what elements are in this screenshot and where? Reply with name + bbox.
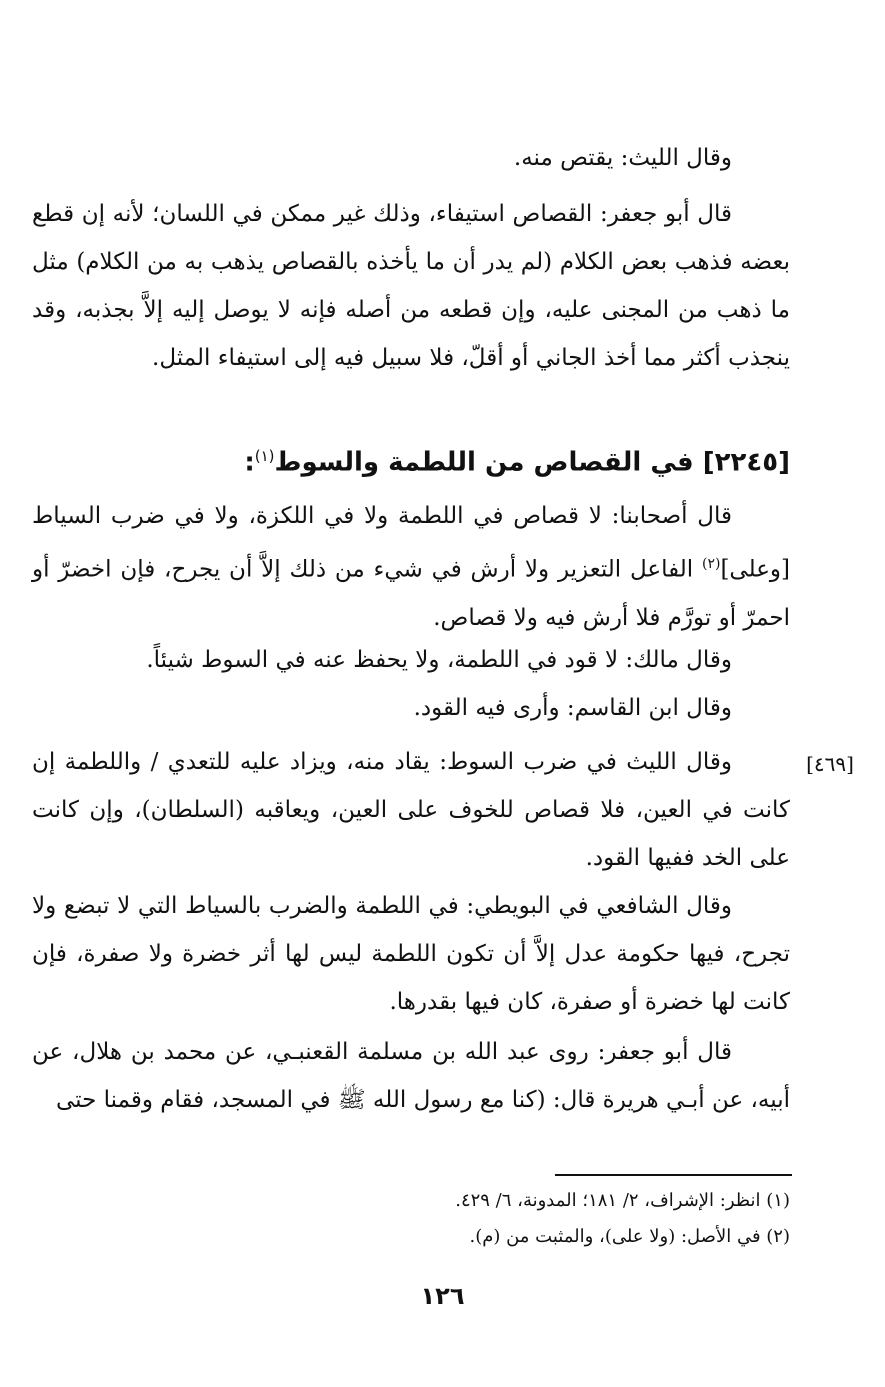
margin-folio-marker: [٤٦٩]: [806, 752, 854, 776]
footnote-2: (٢) في الأصل: (ولا على)، والمثبت من (م).: [469, 1226, 790, 1247]
paragraph-laith-whip: وقال الليث في ضرب السوط: يقاد منه، ويزاد عليه للتعدي / واللطمة إن كانت في العين، فلا قصاص للخوف على العين، ويعاقبه (السلطان)، وإن كانت على الخد ففيها القود.: [32, 749, 790, 871]
paragraph-shafii: وقال الشافعي في البويطي: في اللطمة والضرب بالسياط التي لا تبضع ولا تجرح، فيها حكومة عدل إلاَّ أن تكون اللطمة ليس لها أثر خضرة ولا صفرة، فإن كانت لها خضرة أو صفرة، كان فيها بقدرها.: [32, 893, 790, 1015]
footnote-divider: [555, 1174, 792, 1176]
footnote-ref-2: (٢): [701, 556, 721, 572]
paragraph-ashabuna-part2: الفاعل التعزير ولا أرش في شيء من ذلك إلاَّ أن يجرح، فإن اخضرّ أو احمرّ أو تورَّم فلا أرش فيه ولا قصاص.: [32, 556, 790, 631]
footnotes: [250, 1183, 790, 1255]
section-heading-suffix: :: [244, 447, 255, 478]
paragraph-abu-jafar-tongue: قال أبو جعفر: القصاص استيفاء، وذلك غير ممكن في اللسان؛ لأنه إن قطع بعضه فذهب بعض الكلام (لم يدر أن ما يأخذه بالقصاص يذهب به من الكلام) مثل ما ذهب من المجنى عليه، وإن قطعه من أصله فإنه لا يوصل إليه إلاَّ بجذبه، وقد ينجذب أكثر مما أخذ الجاني أو أقلّ، فلا سبيل فيه إلى استيفاء المثل.: [32, 201, 790, 371]
page-number: ١٢٦: [420, 1282, 465, 1310]
paragraph-ashabuna: [32, 492, 790, 642]
paragraph-abu-jafar-hadith: قال أبو جعفر: روى عبد الله بن مسلمة القعنبـي، عن محمد بن هلال، عن أبيه، عن أبـي هريرة قال: (كنا مع رسول الله ﷺ في المسجد، فقام وقمنا حتى: [32, 1039, 790, 1113]
paragraph-malik: وقال مالك: لا قود في اللطمة، ولا يحفظ عنه في السوط شيئاً.: [146, 647, 732, 673]
paragraph-ibn-qasim: وقال ابن القاسم: وأرى فيه القود.: [413, 695, 732, 721]
section-heading-text: [٢٢٤٥] في القصاص من اللطمة والسوط: [274, 447, 790, 478]
paragraph-ashabuna-part1: قال أصحابنا: لا قصاص في اللطمة ولا في اللكزة، ولا في ضرب السياط [وعلى]: [32, 503, 790, 583]
paragraph-laith: وقال الليث: يقتص منه.: [513, 145, 732, 171]
footnote-1: (١) انظر: الإشراف، ٢/ ١٨١؛ المدونة، ٦/ ٤٢٩.: [455, 1190, 790, 1211]
section-heading: [200, 432, 790, 487]
footnote-ref-1: (١): [254, 447, 275, 465]
